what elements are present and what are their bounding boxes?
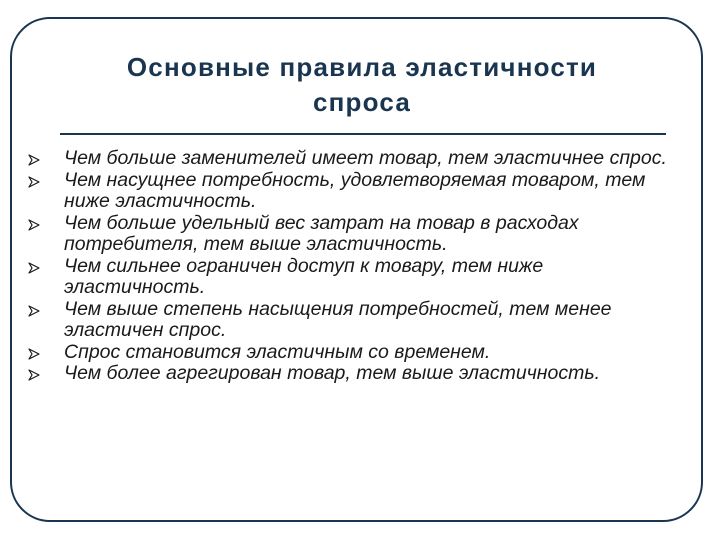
bullet-list — [28, 148, 688, 385]
title-divider — [60, 133, 666, 135]
bullet-text: Чем больше заменителей имеет товар, тем эластичнее спрос. — [64, 147, 667, 169]
slide-title: Основные правила эластичности спроса — [126, 52, 598, 117]
list-item — [28, 256, 688, 299]
list-item — [28, 299, 688, 342]
bullet-text: Чем больше удельный вес затрат на товар в расходах потребителя, тем выше эластичность. — [64, 211, 579, 255]
list-item — [28, 148, 688, 170]
list-item — [28, 170, 688, 213]
arrowhead-bullet-icon — [28, 262, 40, 274]
arrowhead-bullet-icon — [28, 219, 40, 231]
arrowhead-bullet-icon — [28, 348, 40, 360]
bullet-text: Чем более агрегирован товар, тем выше эластичность. — [64, 362, 601, 384]
list-item — [28, 213, 688, 256]
bullet-text: Спрос становится эластичным со временем. — [64, 340, 491, 363]
bullet-text: Чем насущнее потребность, удовлетворяемая товаром, тем ниже эластичность. — [64, 168, 646, 212]
arrowhead-bullet-icon — [28, 154, 40, 166]
arrowhead-bullet-icon — [28, 176, 40, 188]
list-item — [28, 342, 688, 364]
list-item — [28, 363, 688, 385]
bullet-text: Чем выше степень насыщения потребностей, тем менее эластичен спрос. — [64, 297, 612, 341]
arrowhead-bullet-icon — [28, 305, 40, 317]
bullet-text: Чем сильнее ограничен доступ к товару, тем ниже эластичность. — [64, 254, 544, 298]
arrowhead-bullet-icon — [28, 369, 40, 381]
